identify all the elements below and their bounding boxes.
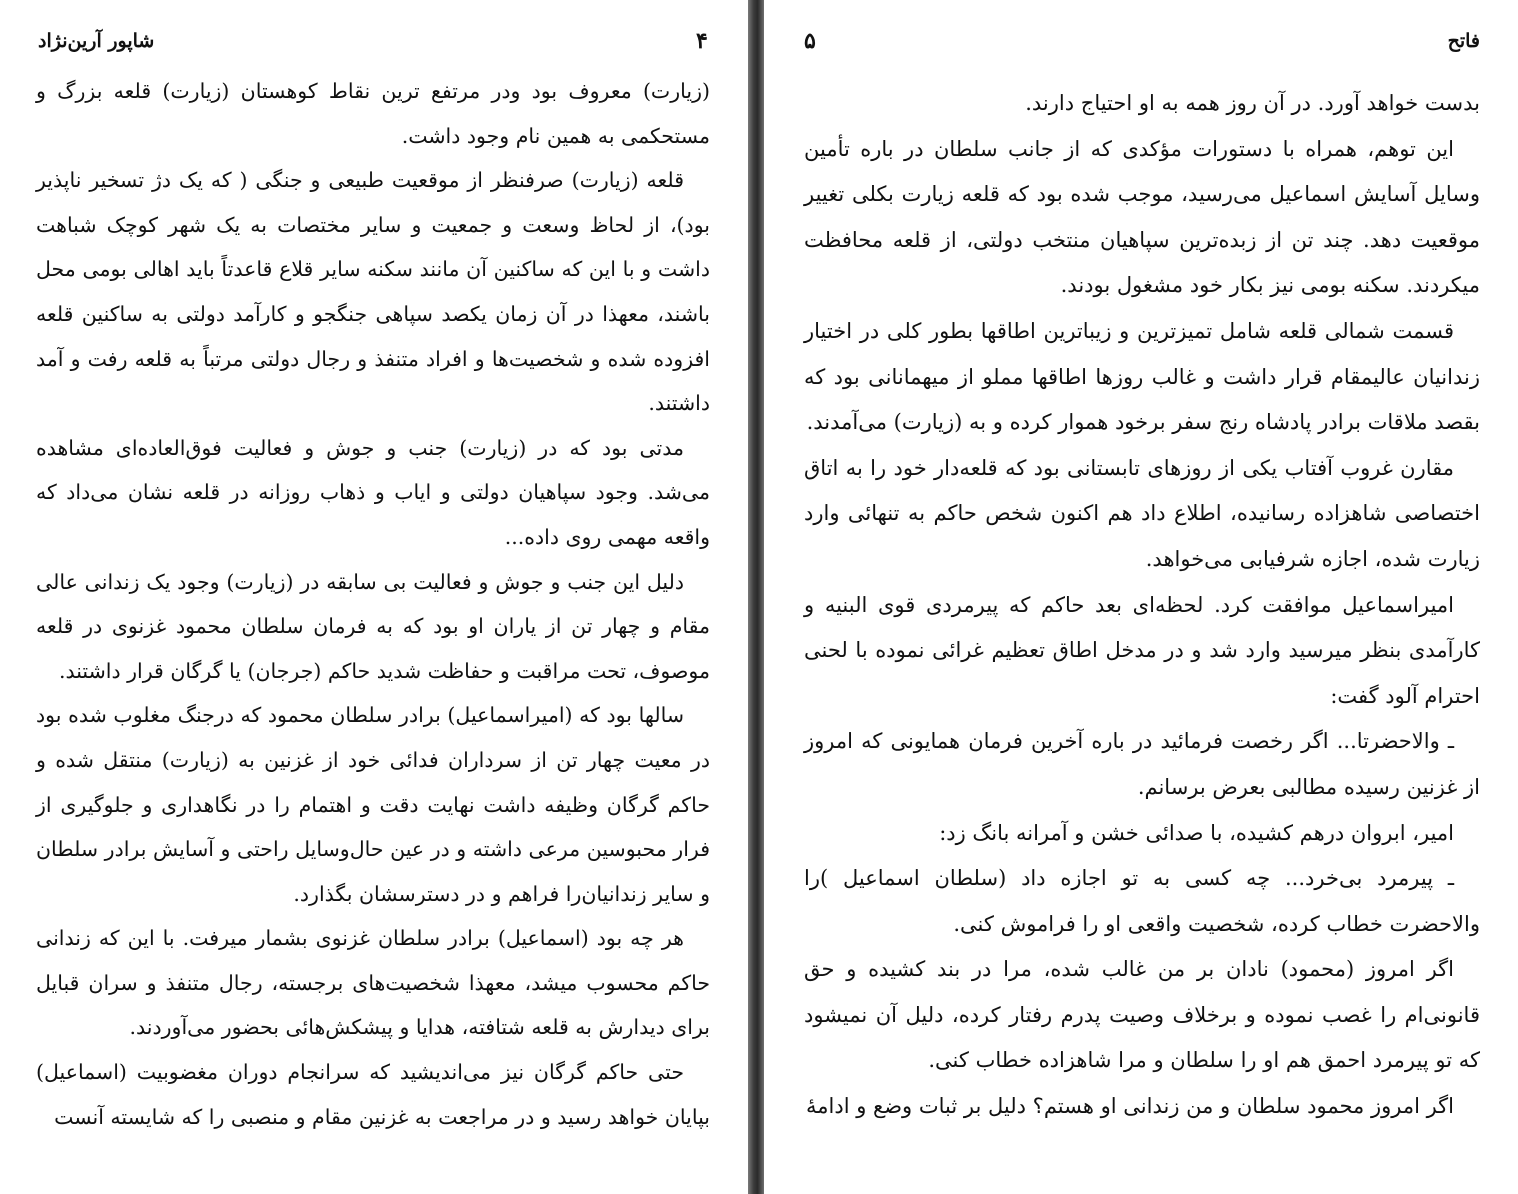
paragraph: امیر، ابروان درهم کشیده، با صدائی خشن و آمرانه بانگ زد: <box>939 820 1454 845</box>
paragraph: دلیل این جنب و جوش و فعالیت بی سابقه در (زیارت) وجود یک زندانی عالی مقام و چهار تن از یاران او بود که به فرمان سلطان محمود غزنوی در قلعه موصوف، تحت مراقبت و حفاظت شدید حاکم (جرجان) یا گرگان قرار داشتند. <box>36 569 710 683</box>
paragraph: ـ والاحضرتا... اگر رخصت فرمائید در باره آخرین فرمان همایونی که امروز از غزنین رسیده مطالبی بعرض برسانم. <box>804 729 1480 799</box>
paragraph: (زیارت) معروف بود ودر مرتفع ترین نقاط کوهستان (زیارت) قلعه بزرگ و مستحکمی به همین نام وجود داشت. <box>36 79 710 148</box>
paragraph: بدست خواهد آورد. در آن روز همه به او احتیاج دارند. <box>1025 91 1480 115</box>
right-page <box>764 0 1518 1194</box>
paragraph: اگر امروز (محمود) نادان بر من غالب شده، مرا در بند کشیده و حق قانونی‌ام را غصب نموده و برخلاف وصیت پدرم رفتار کرده، دلیل آن نمیشود که تو پیرمرد احمق هم او را سلطان و مرا شاهزاده خطاب کنی. <box>804 957 1480 1073</box>
book-gutter <box>748 0 764 1194</box>
paragraph: حتی حاکم گرگان نیز می‌اندیشید که سرانجام دوران مغضوبیت (اسماعیل) بپایان خواهد رسید و در مراجعت به غزنین مقام و منصبی را که شایسته آنست <box>36 1060 710 1129</box>
page-number: ۴ <box>696 28 708 54</box>
paragraph: امیراسماعیل موافقت کرد. لحظه‌ای بعد حاکم که پیرمردی قوی البنیه و کارآمدی بنظر میرسید وارد شد و در مدخل اطاق تعظیم غرائی نموده با لحنی احترام آلود گفت: <box>804 592 1480 708</box>
paragraph: قلعه (زیارت) صرفنظر از موقعیت طبیعی و جنگی ( که یک دژ تسخیر ناپذیر بود)، از لحاظ وسعت و جمعیت و سایر مختصات به یک شهر کوچک شباهت داشت و با این که ساکنین آن مانند سکنه سایر قلاع قاعدتاً باید اهالی بومی محل باشند، معهذا در آن زمان یکصد سپاهی جنگجو و کارآمد دولتی به ساکنین قلعه افزوده شده و شخصیت‌ها و افراد متنفذ و رجال دولتی مرتباً به قلعه رفت و آمد داشتند. <box>36 168 710 416</box>
left-page <box>0 0 748 1194</box>
page-body <box>804 81 1480 1130</box>
paragraph: سالها بود که (امیراسماعیل) برادر سلطان محمود که درجنگ مغلوب شده بود در معیت چهار تن از سرداران فدائی خود از غزنین به (زیارت) منتقل شده و حاکم گرگان وظیفه داشت نهایت دقت و اهتمام را در نگاهداری و جلوگیری از فرار محبوسین مرعی داشته و در عین حال‌وسایل راحتی و آسایش برادر سلطان و سایر زندانیان‌را فراهم و در دسترسشان بگذارد. <box>36 703 710 906</box>
running-header: شاپور آرین‌نژاد <box>38 30 155 52</box>
paragraph: قسمت شمالی قلعه شامل تمیزترین و زیباترین اطاقها بطور کلی در اختیار زندانیان عالیمقام قرار داشت و غالب روزها اطاقها مملو از میهمانانی بود که بقصد ملاقات برادر پادشاه رنج سفر برخود هموار کرده و به (زیارت) می‌آمدند. <box>804 318 1480 435</box>
paragraph: مدتی بود که در (زیارت) جنب و جوش و فعالیت فوق‌العاده‌ای مشاهده می‌شد. وجود سپاهیان دولتی و ایاب و ذهاب روزانه در قلعه نشان می‌داد که واقعه مهمی روی داده... <box>36 435 710 549</box>
page-number: ۵ <box>804 28 816 54</box>
page-body <box>36 69 710 1139</box>
paragraph: این توهم، همراه با دستورات مؤکدی که از جانب سلطان در باره تأمین وسایل آسایش اسماعیل می‌رسید، موجب شده بود که قلعه زیارت بکلی تغییر موقعیت دهد. چند تن از زبده‌ترین سپاهیان منتخب دولتی، از قلعه محافظت میکردند. سکنه بومی نیز بکار خود مشغول بودند. <box>804 136 1480 298</box>
paragraph: ـ پیرمرد بی‌خرد... چه کسی به تو اجازه داد (سلطان اسماعیل )را والاحضرت خطاب کرده، شخصیت واقعی او را فراموش کنی. <box>804 866 1480 936</box>
running-header: فاتح <box>1447 30 1480 52</box>
paragraph: هر چه بود (اسماعیل) برادر سلطان غزنوی بشمار میرفت. با این که زندانی حاکم محسوب میشد، معهذا شخصیت‌های برجسته، رجال متنفذ و سران قبایل برای دیدارش به قلعه شتافته، هدایا و پیشکش‌هائی بحضور می‌آوردند. <box>36 926 710 1040</box>
paragraph: اگر امروز محمود سلطان و من زندانی او هستم؟ دلیل بر ثبات وضع و ادامهٔ <box>806 1094 1454 1119</box>
paragraph: مقارن غروب آفتاب یکی از روزهای تابستانی بود که قلعه‌دار خود را به اتاق اختصاصی شاهزاده رسانیده، اطلاع داد هم اکنون شخص حاکم به تنهائی وارد زیارت شده، اجازه شرفیابی می‌خواهد. <box>804 455 1480 571</box>
